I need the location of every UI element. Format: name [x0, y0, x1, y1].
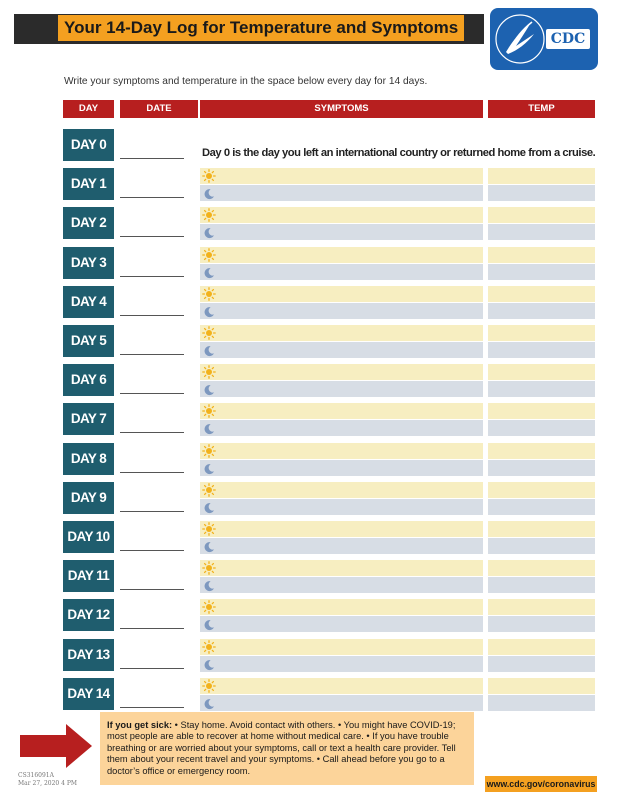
- temp-day-band[interactable]: [488, 482, 595, 498]
- symptoms-day-band[interactable]: [200, 678, 483, 694]
- temp-day-band[interactable]: [488, 678, 595, 694]
- info-lead: If you get sick:: [107, 720, 173, 730]
- symptoms-night-band[interactable]: [200, 460, 483, 476]
- day-label: DAY 3: [63, 247, 114, 279]
- document-code: [18, 772, 77, 787]
- temp-day-band[interactable]: [488, 403, 595, 419]
- symptoms-day-band[interactable]: [200, 521, 483, 537]
- moon-icon: [203, 579, 215, 591]
- temp-night-band[interactable]: [488, 381, 595, 397]
- date-entry-line[interactable]: [120, 472, 184, 473]
- moon-icon: [203, 618, 215, 630]
- symptoms-night-band[interactable]: [200, 616, 483, 632]
- cdc-logo: [490, 8, 598, 70]
- temp-night-band[interactable]: [488, 695, 595, 711]
- sun-icon: [202, 169, 216, 183]
- date-entry-line[interactable]: [120, 550, 184, 551]
- sun-icon: [202, 679, 216, 693]
- date-entry-line[interactable]: [120, 354, 184, 355]
- date-entry-line[interactable]: [120, 393, 184, 394]
- symptoms-night-band[interactable]: [200, 303, 483, 319]
- symptoms-day-band[interactable]: [200, 247, 483, 263]
- cdc-url[interactable]: www.cdc.gov/coronavirus: [485, 776, 597, 792]
- symptoms-day-band[interactable]: [200, 443, 483, 459]
- temp-day-band[interactable]: [488, 560, 595, 576]
- temp-night-band[interactable]: [488, 656, 595, 672]
- moon-icon: [203, 462, 215, 474]
- date-entry-line[interactable]: [120, 707, 184, 708]
- day-label: DAY 14: [63, 678, 114, 710]
- day0-note: Day 0 is the day you left an international country or returned home from a cruise.: [202, 147, 596, 159]
- temp-night-band[interactable]: [488, 264, 595, 280]
- temp-night-band[interactable]: [488, 224, 595, 240]
- symptoms-night-band[interactable]: [200, 656, 483, 672]
- temp-night-band[interactable]: [488, 460, 595, 476]
- day-label: DAY 0: [63, 129, 114, 161]
- date-entry-line[interactable]: [120, 511, 184, 512]
- symptoms-night-band[interactable]: [200, 499, 483, 515]
- moon-icon: [203, 422, 215, 434]
- day-label: DAY 11: [63, 560, 114, 592]
- day-label: DAY 13: [63, 639, 114, 671]
- day-label: DAY 6: [63, 364, 114, 396]
- moon-icon: [203, 266, 215, 278]
- temp-day-band[interactable]: [488, 443, 595, 459]
- moon-icon: [203, 658, 215, 670]
- symptoms-night-band[interactable]: [200, 185, 483, 201]
- temp-night-band[interactable]: [488, 185, 595, 201]
- page-title: Your 14-Day Log for Temperature and Symptoms: [58, 15, 464, 41]
- column-header-date: DATE: [120, 100, 198, 118]
- temp-night-band[interactable]: [488, 616, 595, 632]
- date-entry-line[interactable]: [120, 432, 184, 433]
- temp-night-band[interactable]: [488, 577, 595, 593]
- day-label: DAY 1: [63, 168, 114, 200]
- date-entry-line[interactable]: [120, 236, 184, 237]
- moon-icon: [203, 697, 215, 709]
- symptoms-day-band[interactable]: [200, 364, 483, 380]
- day-label: DAY 10: [63, 521, 114, 553]
- temp-day-band[interactable]: [488, 599, 595, 615]
- date-entry-line[interactable]: [120, 197, 184, 198]
- temp-day-band[interactable]: [488, 247, 595, 263]
- sun-icon: [202, 365, 216, 379]
- day-label: DAY 12: [63, 599, 114, 631]
- moon-icon: [203, 226, 215, 238]
- temp-night-band[interactable]: [488, 420, 595, 436]
- temp-day-band[interactable]: [488, 325, 595, 341]
- symptoms-day-band[interactable]: [200, 286, 483, 302]
- sun-icon: [202, 561, 216, 575]
- moon-icon: [203, 501, 215, 513]
- date-entry-line[interactable]: [120, 315, 184, 316]
- sun-icon: [202, 404, 216, 418]
- symptoms-night-band[interactable]: [200, 224, 483, 240]
- document-date: Mar 27, 2020 4 PM: [18, 779, 78, 787]
- sun-icon: [202, 208, 216, 222]
- date-entry-line[interactable]: [120, 276, 184, 277]
- column-header-day: DAY: [63, 100, 114, 118]
- sun-icon: [202, 326, 216, 340]
- temp-day-band[interactable]: [488, 207, 595, 223]
- symptoms-day-band[interactable]: [200, 325, 483, 341]
- day-label: DAY 9: [63, 482, 114, 514]
- date-entry-line[interactable]: [120, 589, 184, 590]
- temp-day-band[interactable]: [488, 521, 595, 537]
- temp-night-band[interactable]: [488, 538, 595, 554]
- date-entry-line[interactable]: [120, 668, 184, 669]
- day-label: DAY 8: [63, 443, 114, 475]
- day-label: DAY 2: [63, 207, 114, 239]
- column-header-temp: TEMP: [488, 100, 595, 118]
- info-text: • Stay home. Avoid contact with others. • You might have COVID-19; most people are able to recover at home without medical care. • If you have trouble breathing or are worried about your symptoms, call or text a health care provider. Tell them about your recent travel and your symptoms. • Call ahead before you go to a doctor’s office or emergency room.: [107, 720, 456, 776]
- cdc-wordmark: CDC: [546, 29, 590, 49]
- symptoms-night-band[interactable]: [200, 695, 483, 711]
- symptoms-day-band[interactable]: [200, 639, 483, 655]
- sun-icon: [202, 287, 216, 301]
- day-label: DAY 7: [63, 403, 114, 435]
- day-label: DAY 5: [63, 325, 114, 357]
- temp-night-band[interactable]: [488, 342, 595, 358]
- temp-night-band[interactable]: [488, 303, 595, 319]
- symptoms-night-band[interactable]: [200, 420, 483, 436]
- symptoms-night-band[interactable]: [200, 342, 483, 358]
- day-label: DAY 4: [63, 286, 114, 318]
- column-header-symptoms: SYMPTOMS: [200, 100, 483, 118]
- sun-icon: [202, 600, 216, 614]
- sun-icon: [202, 483, 216, 497]
- date-entry-line[interactable]: [120, 628, 184, 629]
- symptoms-night-band[interactable]: [200, 577, 483, 593]
- temp-day-band[interactable]: [488, 364, 595, 380]
- symptoms-day-band[interactable]: [200, 482, 483, 498]
- moon-icon: [203, 344, 215, 356]
- symptoms-night-band[interactable]: [200, 381, 483, 397]
- document-code-id: CS316091A: [18, 772, 54, 779]
- temp-day-band[interactable]: [488, 286, 595, 302]
- symptoms-day-band[interactable]: [200, 207, 483, 223]
- symptoms-day-band[interactable]: [200, 403, 483, 419]
- symptoms-day-band[interactable]: [200, 560, 483, 576]
- symptoms-day-band[interactable]: [200, 168, 483, 184]
- temp-day-band[interactable]: [488, 639, 595, 655]
- symptoms-day-band[interactable]: [200, 599, 483, 615]
- moon-icon: [203, 305, 215, 317]
- sun-icon: [202, 248, 216, 262]
- temp-night-band[interactable]: [488, 499, 595, 515]
- sun-icon: [202, 444, 216, 458]
- symptoms-night-band[interactable]: [200, 538, 483, 554]
- arrow-right-icon: [20, 724, 92, 768]
- temp-day-band[interactable]: [488, 168, 595, 184]
- symptoms-night-band[interactable]: [200, 264, 483, 280]
- sun-icon: [202, 522, 216, 536]
- instructions: Write your symptoms and temperature in the space below every day for 14 days.: [64, 76, 428, 87]
- moon-icon: [203, 187, 215, 199]
- if-sick-callout: [100, 712, 474, 785]
- moon-icon: [203, 540, 215, 552]
- sun-icon: [202, 640, 216, 654]
- moon-icon: [203, 383, 215, 395]
- date-entry-line[interactable]: [120, 158, 184, 159]
